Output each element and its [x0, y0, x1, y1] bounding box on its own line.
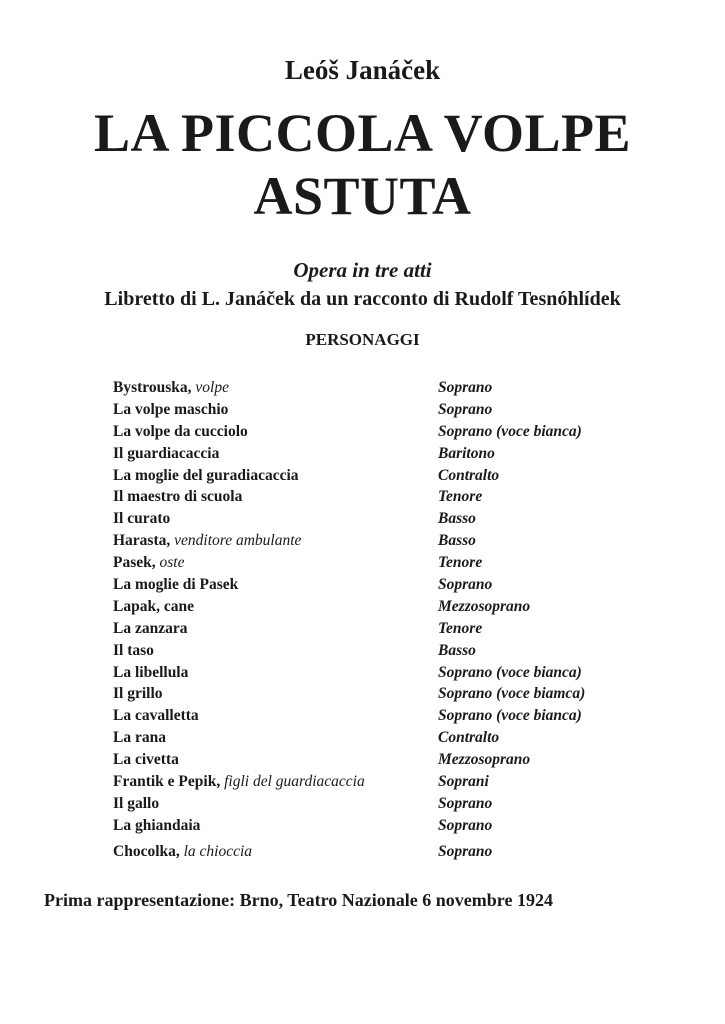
cast-row	[113, 815, 673, 837]
role-description: volpe	[191, 378, 229, 396]
role-name: Pasek,	[113, 554, 156, 572]
voice-type: Basso	[438, 510, 476, 528]
role-cell	[113, 532, 438, 550]
role-cell	[113, 707, 438, 725]
role-cell	[113, 642, 438, 660]
voice-type: Soprano	[438, 816, 493, 834]
voice-type: Soprano	[438, 378, 493, 396]
voice-type: Soprano	[438, 400, 493, 418]
role-cell	[113, 795, 438, 813]
cast-row	[113, 377, 673, 399]
role-name: Il taso	[113, 641, 154, 659]
role-cell	[113, 554, 438, 572]
voice-type: Tenore	[438, 619, 483, 637]
cast-row	[113, 443, 673, 465]
voice-type: Basso	[438, 641, 476, 659]
voice-type: Soprano (voce bianca)	[438, 663, 582, 681]
role-name: La moglie del guradiacaccia	[113, 466, 299, 484]
cast-row	[113, 705, 673, 727]
role-description: figli del guardiacaccia	[220, 772, 365, 790]
role-name: La moglie di Pasek	[113, 575, 239, 593]
voice-type: Soprano (voce bianca)	[438, 707, 582, 725]
cast-list	[113, 377, 673, 863]
voice-type: Tenore	[438, 488, 483, 506]
voice-type: Soprano (voce biamca)	[438, 685, 586, 703]
role-cell	[113, 467, 438, 485]
role-cell	[113, 379, 438, 397]
voice-type: Soprano	[438, 794, 493, 812]
role-name: Bystrouska,	[113, 378, 192, 396]
role-cell	[113, 510, 438, 528]
voice-type: Contralto	[438, 466, 500, 484]
cast-row	[113, 793, 673, 815]
role-name: Lapak, cane	[113, 597, 194, 615]
cast-row	[113, 749, 673, 771]
composer-name: Leóš Janáček	[284, 55, 441, 85]
role-cell	[113, 598, 438, 616]
cast-row	[113, 465, 673, 487]
role-cell	[113, 576, 438, 594]
role-name: La cavalletta	[113, 707, 199, 725]
role-name: Frantik e Pepik,	[113, 772, 221, 790]
role-cell	[113, 817, 438, 835]
cast-row	[113, 596, 673, 618]
role-name: La zanzara	[113, 619, 188, 637]
role-cell	[113, 445, 438, 463]
cast-heading: PERSONAGGI	[305, 330, 420, 349]
role-cell	[113, 664, 438, 682]
voice-type: Soprano	[438, 575, 493, 593]
voice-type: Tenore	[438, 554, 483, 572]
role-description: la chioccia	[179, 842, 253, 860]
voice-type: Contralto	[438, 729, 500, 747]
role-name: Il maestro di scuola	[113, 488, 243, 506]
role-name: Il curato	[113, 510, 171, 528]
voice-type: Mezzosoprano	[438, 751, 531, 769]
voice-type: Soprano (voce bianca)	[438, 422, 582, 440]
role-cell	[113, 843, 438, 861]
role-cell	[113, 773, 438, 791]
role-name: Il guardiacaccia	[113, 444, 220, 462]
role-cell	[113, 620, 438, 638]
role-name: La volpe da cucciolo	[113, 422, 248, 440]
cast-row	[113, 662, 673, 684]
voice-type: Soprano	[438, 842, 493, 860]
title-line-1: LA PICCOLA VOLPE	[93, 103, 632, 163]
opera-title	[0, 102, 725, 228]
cast-row	[113, 841, 673, 863]
voice-type: Baritono	[438, 444, 495, 462]
voice-type: Mezzosoprano	[438, 597, 531, 615]
role-description: venditore ambulante	[170, 532, 302, 550]
cast-row	[113, 683, 673, 705]
cast-row	[113, 421, 673, 443]
cast-row	[113, 771, 673, 793]
cast-row	[113, 486, 673, 508]
cast-row	[113, 574, 673, 596]
role-name: Harasta,	[113, 532, 171, 550]
role-cell	[113, 401, 438, 419]
role-cell	[113, 685, 438, 703]
voice-type: Basso	[438, 532, 476, 550]
cast-row	[113, 508, 673, 530]
cast-row	[113, 727, 673, 749]
role-name: Il gallo	[113, 794, 160, 812]
cast-row	[113, 618, 673, 640]
role-name: La civetta	[113, 751, 179, 769]
role-cell	[113, 488, 438, 506]
cast-row	[113, 530, 673, 552]
libretto-credit: Libretto di L. Janáček da un racconto di Rudolf Tesnóhlídek	[104, 288, 621, 310]
role-cell	[113, 751, 438, 769]
cast-row	[113, 399, 673, 421]
cast-row	[113, 552, 673, 574]
role-name: Il grillo	[113, 685, 163, 703]
role-description: oste	[155, 554, 185, 572]
opera-subtitle: Opera in tre atti	[293, 258, 432, 282]
title-line-2: ASTUTA	[253, 166, 472, 226]
premiere-info: Prima rappresentazione: Brno, Teatro Nazionale 6 novembre 1924	[44, 890, 553, 910]
cast-row	[113, 640, 673, 662]
role-cell	[113, 729, 438, 747]
voice-type: Soprani	[438, 772, 489, 790]
role-name: La rana	[113, 729, 166, 747]
role-name: La libellula	[113, 663, 189, 681]
role-name: La volpe maschio	[113, 400, 229, 418]
role-cell	[113, 423, 438, 441]
role-name: La ghiandaia	[113, 816, 201, 834]
role-name: Chocolka,	[113, 842, 180, 860]
